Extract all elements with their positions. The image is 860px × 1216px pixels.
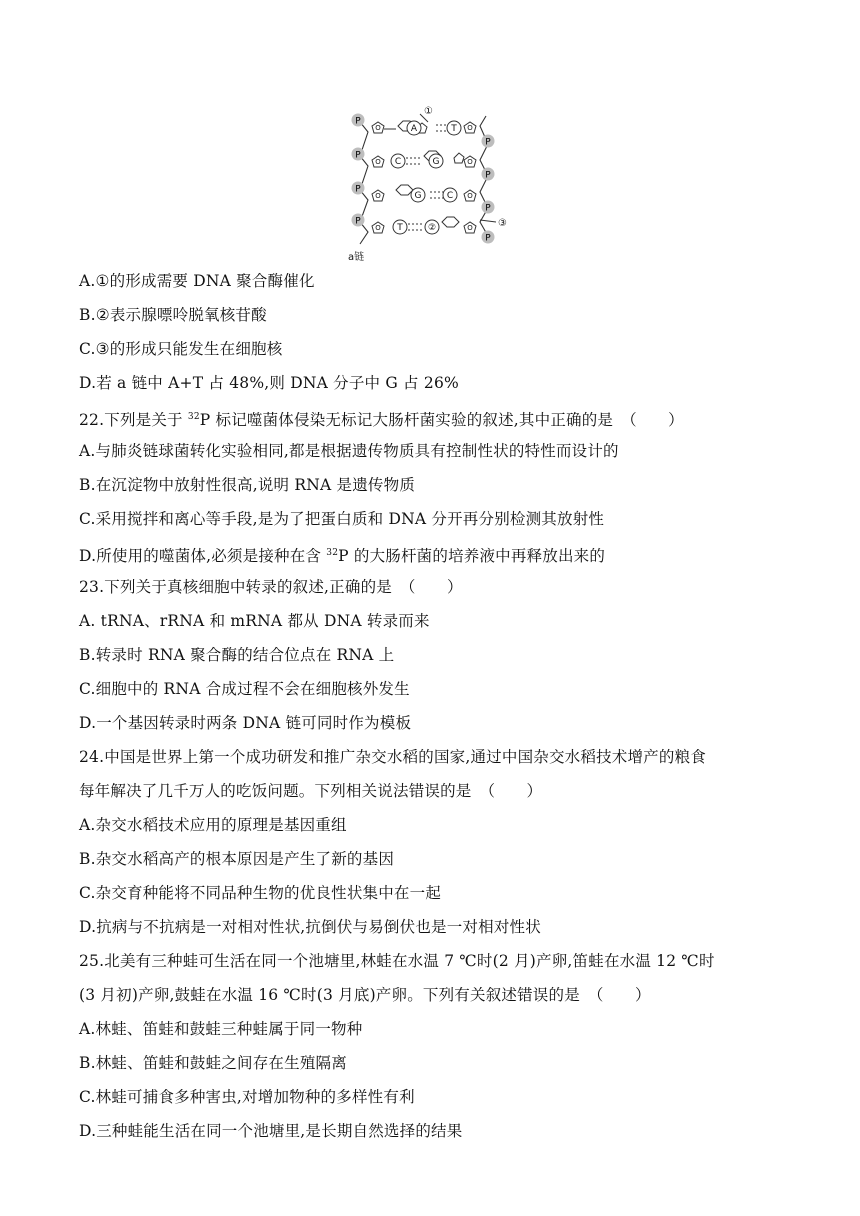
q22-option-b: B.在沉淀物中放射性很高,说明 RNA 是遗传物质 bbox=[79, 476, 416, 494]
q23-option-b: B.转录时 RNA 聚合酶的结合位点在 RNA 上 bbox=[79, 646, 395, 664]
svg-text:P: P bbox=[485, 203, 491, 214]
q23-option-c: C.细胞中的 RNA 合成过程不会在细胞核外发生 bbox=[79, 680, 410, 698]
svg-text:O: O bbox=[467, 124, 473, 132]
svg-text:O: O bbox=[467, 224, 473, 232]
q23-option-d: D.一个基因转录时两条 DNA 链可同时作为模板 bbox=[79, 714, 412, 732]
svg-text:O: O bbox=[375, 224, 381, 232]
q24-option-a: A.杂交水稻技术应用的原理是基因重组 bbox=[79, 816, 347, 834]
q24-option-c: C.杂交育种能将不同品种生物的优良性状集中在一起 bbox=[79, 884, 442, 902]
q24-stem-line1: 24.中国是世界上第一个成功研发和推广杂交水稻的国家,通过中国杂交水稻技术增产的粮食 bbox=[79, 748, 706, 766]
svg-text:O: O bbox=[375, 124, 381, 132]
base-label: A bbox=[410, 124, 418, 134]
q25-option-c: C.林蛙可捕食多种害虫,对增加物种的多样性有利 bbox=[79, 1088, 415, 1106]
svg-text:O: O bbox=[375, 192, 381, 200]
base-label: G bbox=[432, 157, 440, 167]
q25-option-a: A.林蛙、笛蛙和鼓蛙三种蛙属于同一物种 bbox=[79, 1020, 363, 1038]
base-label: T bbox=[397, 223, 403, 233]
svg-text:P: P bbox=[485, 170, 491, 181]
svg-text:O: O bbox=[375, 158, 381, 166]
question-text bbox=[79, 264, 799, 1148]
svg-text:O: O bbox=[467, 158, 473, 166]
svg-text:P: P bbox=[485, 233, 491, 244]
base-label: T bbox=[451, 124, 457, 134]
marker-1: ① bbox=[424, 106, 433, 117]
q22-option-a: A.与肺炎链球菌转化实验相同,都是根据遗传物质具有控制性状的特性而设计的 bbox=[79, 442, 619, 460]
svg-text:O: O bbox=[467, 192, 473, 200]
strand-label: a链 bbox=[348, 252, 365, 263]
q25-stem-line2: (3 月初)产卵,鼓蛙在水温 16 ℃时(3 月底)产卵。下列有关叙述错误的是 （ ） bbox=[79, 986, 651, 1004]
q23-stem: 23.下列关于真核细胞中转录的叙述,正确的是 （ ） bbox=[79, 578, 463, 596]
q24-option-d: D.抗病与不抗病是一对相对性状,抗倒伏与易倒伏也是一对相对性状 bbox=[79, 918, 541, 936]
q25-stem-line1: 25.北美有三种蛙可生活在同一个池塘里,林蛙在水温 7 ℃时(2 月)产卵,笛蛙在水温 12 ℃时 bbox=[79, 952, 715, 970]
svg-text:P: P bbox=[485, 137, 491, 148]
q25-option-b: B.林蛙、笛蛙和鼓蛙之间存在生殖隔离 bbox=[79, 1054, 347, 1072]
svg-text:P: P bbox=[355, 184, 361, 195]
base-label: G bbox=[414, 191, 422, 201]
q24-stem-line2: 每年解决了几千万人的吃饭问题。下列相关说法错误的是 （ ） bbox=[79, 782, 543, 800]
q22-option-d: D.所使用的噬菌体,必须是接种在含 $^{32}$P 的大肠杆菌的培养液中再释放出来的 bbox=[79, 547, 606, 565]
svg-text:P: P bbox=[355, 116, 361, 127]
svg-text:P: P bbox=[355, 150, 361, 161]
q22-option-c: C.采用搅拌和离心等手段,是为了把蛋白质和 DNA 分开再分别检测其放射性 bbox=[79, 510, 605, 528]
marker-3: ③ bbox=[498, 218, 507, 229]
q21-option-d: D.若 a 链中 A+T 占 48%,则 DNA 分子中 G 占 26% bbox=[79, 374, 459, 392]
q25-option-d: D.三种蛙能生活在同一个池塘里,是长期自然选择的结果 bbox=[79, 1122, 463, 1140]
q21-option-a: A.①的形成需要 DNA 聚合酶催化 bbox=[79, 272, 315, 290]
dna-diagram bbox=[346, 104, 516, 264]
q23-option-a: A. tRNA、rRNA 和 mRNA 都从 DNA 转录而来 bbox=[79, 612, 430, 630]
dna-structure-figure bbox=[346, 104, 516, 264]
base-label: ② bbox=[427, 223, 437, 233]
q24-option-b: B.杂交水稻高产的根本原因是产生了新的基因 bbox=[79, 850, 395, 868]
base-label: C bbox=[394, 157, 402, 167]
q22-stem: 22.下列是关于 $^{32}$P 标记噬菌体侵染无标记大肠杆菌实验的叙述,其中正确的是 （ ） bbox=[79, 411, 684, 429]
base-label: C bbox=[446, 191, 454, 201]
left-phosphates bbox=[352, 114, 365, 227]
svg-text:P: P bbox=[355, 216, 361, 227]
q21-option-c: C.③的形成只能发生在细胞核 bbox=[79, 340, 283, 358]
q21-option-b: B.②表示腺嘌呤脱氧核苷酸 bbox=[79, 306, 267, 324]
